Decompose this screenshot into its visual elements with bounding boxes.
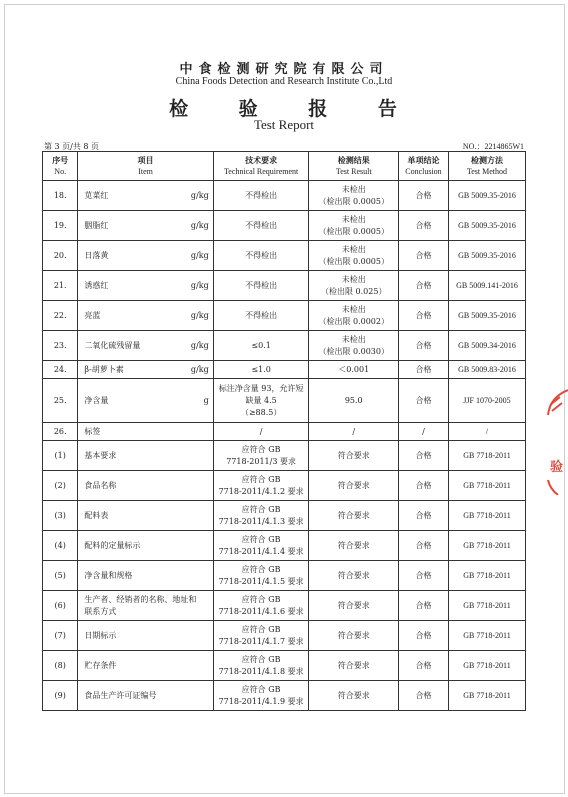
item-name: 苋菜红: [84, 190, 109, 200]
table-row: [43, 301, 526, 331]
row-conclusion: 合格: [398, 211, 448, 241]
row-method: GB 7718-2011: [448, 441, 525, 471]
row-result: 符合要求: [309, 651, 399, 681]
row-requirement: 应符合 GB 7718-2011/4.1.6 要求: [213, 591, 309, 621]
seal-stamp: [546, 385, 568, 495]
row-conclusion: 合格: [398, 561, 448, 591]
row-number: (8): [43, 651, 78, 681]
row-method: GB 7718-2011: [448, 531, 525, 561]
row-item: [78, 561, 213, 591]
row-item: [78, 591, 213, 621]
row-requirement: 应符合 GB 7718-2011/4.1.2 要求: [213, 471, 309, 501]
item-name: 标签: [84, 426, 101, 436]
page-number: 第 3 页/共 8 页: [44, 142, 100, 151]
table-row: [43, 181, 526, 211]
row-method: /: [448, 423, 525, 441]
table-row: [43, 681, 526, 711]
row-number: (9): [43, 681, 78, 711]
row-requirement: 应符合 GB 7718-2011/4.1.8 要求: [213, 651, 309, 681]
row-conclusion: 合格: [398, 531, 448, 561]
row-requirement: 应符合 GB 7718-2011/4.1.3 要求: [213, 501, 309, 531]
row-number: (3): [43, 501, 78, 531]
row-number: 21.: [43, 271, 78, 301]
table-row: [43, 241, 526, 271]
item-name: 日期标示: [84, 630, 117, 640]
row-requirement: 不得检出: [213, 181, 309, 211]
table-row: [43, 441, 526, 471]
row-result: 符合要求: [309, 621, 399, 651]
item-name: 净含量和规格: [84, 570, 133, 580]
table-row: [43, 531, 526, 561]
test-results-table: [42, 151, 526, 711]
row-number: (5): [43, 561, 78, 591]
row-result: 符合要求: [309, 681, 399, 711]
item-name: 食品生产许可证编号: [84, 690, 157, 700]
table-row: [43, 379, 526, 423]
header-requirement: 技术要求 Technical Requirement: [213, 152, 309, 181]
row-method: GB 7718-2011: [448, 681, 525, 711]
row-method: GB 5009.35-2016: [448, 211, 525, 241]
report-title-en: Test Report: [253, 117, 315, 132]
row-requirement: 不得检出: [213, 301, 309, 331]
row-number: (1): [43, 441, 78, 471]
row-requirement: /: [213, 423, 309, 441]
item-unit: g/kg: [190, 364, 209, 374]
item-unit: g/kg: [190, 220, 209, 230]
table-row: [43, 271, 526, 301]
table-row: [43, 471, 526, 501]
row-result: 未检出 （检出限 0.0002）: [309, 301, 399, 331]
row-result: 未检出 （检出限 0.0005）: [309, 241, 399, 271]
row-number: 26.: [43, 423, 78, 441]
item-name: 贮存条件: [84, 660, 117, 670]
row-method: GB 5009.141-2016: [448, 271, 525, 301]
row-conclusion: 合格: [398, 379, 448, 423]
row-conclusion: 合格: [398, 181, 448, 211]
row-conclusion: 合格: [398, 301, 448, 331]
row-method: JJF 1070-2005: [448, 379, 525, 423]
row-item: [78, 301, 213, 331]
row-item: [78, 379, 213, 423]
row-conclusion: 合格: [398, 441, 448, 471]
row-item: [78, 271, 213, 301]
row-requirement: 应符合 GB 7718-2011/4.1.9 要求: [213, 681, 309, 711]
row-method: GB 7718-2011: [448, 501, 525, 531]
row-method: GB 7718-2011: [448, 591, 525, 621]
item-name: 胭脂红: [84, 220, 109, 230]
row-item: [78, 423, 213, 441]
item-unit: g/kg: [190, 340, 209, 350]
row-result: 符合要求: [309, 591, 399, 621]
row-method: GB 5009.35-2016: [448, 181, 525, 211]
table-row: [43, 331, 526, 361]
row-conclusion: 合格: [398, 471, 448, 501]
row-item: [78, 181, 213, 211]
row-requirement: ≤1.0: [213, 361, 309, 379]
row-number: (4): [43, 531, 78, 561]
table-row: [43, 423, 526, 441]
row-method: GB 7718-2011: [448, 561, 525, 591]
row-result: /: [309, 423, 399, 441]
item-unit: g/kg: [190, 310, 209, 320]
row-conclusion: 合格: [398, 501, 448, 531]
row-requirement: 应符合 GB 7718-2011/4.1.7 要求: [213, 621, 309, 651]
svg-text:验: 验: [550, 460, 564, 475]
item-unit: g: [203, 395, 209, 405]
table-header-row: [43, 152, 526, 181]
row-method: GB 5009.35-2016: [448, 241, 525, 271]
row-conclusion: 合格: [398, 361, 448, 379]
row-requirement: 不得检出: [213, 271, 309, 301]
item-name: 亮蓝: [84, 310, 101, 320]
row-number: 24.: [43, 361, 78, 379]
header-result: 检测结果 Test Result: [309, 152, 399, 181]
row-number: (6): [43, 591, 78, 621]
row-requirement: 应符合 GB 7718-2011/4.1.4 要求: [213, 531, 309, 561]
item-name: 二氧化硫残留量: [84, 340, 141, 350]
row-conclusion: 合格: [398, 651, 448, 681]
header-no: 序号 No.: [43, 152, 78, 181]
table-row: [43, 361, 526, 379]
row-item: [78, 651, 213, 681]
item-name: 生产者、经销者的名称、地址和 联系方式: [84, 594, 197, 616]
item-name: 食品名称: [84, 480, 117, 490]
item-name: 配料的定量标示: [84, 540, 141, 550]
row-result: 未检出 （检出限 0.0005）: [309, 181, 399, 211]
item-name: 日落黄: [84, 250, 109, 260]
item-name: 配料表: [84, 510, 109, 520]
row-result: 符合要求: [309, 561, 399, 591]
header-conclusion: 单项结论 Conclusion: [398, 152, 448, 181]
organization-name-cn: 中食检测研究院有限公司: [179, 62, 389, 77]
table-row: [43, 591, 526, 621]
row-result: 95.0: [309, 379, 399, 423]
header-method: 检测方法 Test Method: [448, 152, 525, 181]
row-conclusion: 合格: [398, 621, 448, 651]
row-number: 22.: [43, 301, 78, 331]
row-method: GB 5009.35-2016: [448, 301, 525, 331]
table-row: [43, 651, 526, 681]
row-method: GB 7718-2011: [448, 651, 525, 681]
row-item: [78, 531, 213, 561]
row-item: [78, 681, 213, 711]
row-number: 19.: [43, 211, 78, 241]
organization-name-en: China Foods Detection and Research Institute Co.,Ltd: [175, 76, 393, 87]
row-item: [78, 361, 213, 379]
row-method: GB 7718-2011: [448, 621, 525, 651]
row-requirement: 应符合 GB 7718-2011/3 要求: [213, 441, 309, 471]
row-result: ＜0.001: [309, 361, 399, 379]
row-item: [78, 241, 213, 271]
report-number: NO.：2214865W1: [462, 142, 524, 151]
row-conclusion: 合格: [398, 591, 448, 621]
row-method: GB 5009.34-2016: [448, 331, 525, 361]
row-result: 符合要求: [309, 441, 399, 471]
row-number: 20.: [43, 241, 78, 271]
row-conclusion: /: [398, 423, 448, 441]
row-conclusion: 合格: [398, 681, 448, 711]
row-requirement: 应符合 GB 7718-2011/4.1.5 要求: [213, 561, 309, 591]
row-item: [78, 471, 213, 501]
row-result: 符合要求: [309, 531, 399, 561]
item-name: 净含量: [84, 395, 109, 405]
table-row: [43, 501, 526, 531]
row-result: 符合要求: [309, 501, 399, 531]
header-item: 项目 Item: [78, 152, 213, 181]
row-result: 未检出 （检出限 0.025）: [309, 271, 399, 301]
row-conclusion: 合格: [398, 271, 448, 301]
row-number: (2): [43, 471, 78, 501]
row-conclusion: 合格: [398, 331, 448, 361]
row-item: [78, 441, 213, 471]
row-requirement: ≤0.1: [213, 331, 309, 361]
item-unit: g/kg: [190, 250, 209, 260]
table-row: [43, 561, 526, 591]
row-method: GB 7718-2011: [448, 471, 525, 501]
row-conclusion: 合格: [398, 241, 448, 271]
row-requirement: 标注净含量 93，允许短 缺量 4.5 （≥88.5）: [213, 379, 309, 423]
row-item: [78, 211, 213, 241]
item-name: 基本要求: [84, 450, 117, 460]
table-row: [43, 211, 526, 241]
row-number: (7): [43, 621, 78, 651]
row-result: 未检出 （检出限 0.0030）: [309, 331, 399, 361]
row-result: 符合要求: [309, 471, 399, 501]
row-requirement: 不得检出: [213, 241, 309, 271]
item-unit: g/kg: [190, 190, 209, 200]
row-item: [78, 501, 213, 531]
row-item: [78, 331, 213, 361]
item-unit: g/kg: [190, 280, 209, 290]
item-name: β-胡萝卜素: [84, 364, 124, 374]
item-name: 诱惑红: [84, 280, 109, 290]
row-number: 25.: [43, 379, 78, 423]
row-number: 23.: [43, 331, 78, 361]
row-result: 未检出 （检出限 0.0005）: [309, 211, 399, 241]
row-requirement: 不得检出: [213, 211, 309, 241]
row-number: 18.: [43, 181, 78, 211]
report-title-cn: 检 验 报 告: [169, 98, 419, 120]
row-method: GB 5009.83-2016: [448, 361, 525, 379]
row-item: [78, 621, 213, 651]
table-row: [43, 621, 526, 651]
